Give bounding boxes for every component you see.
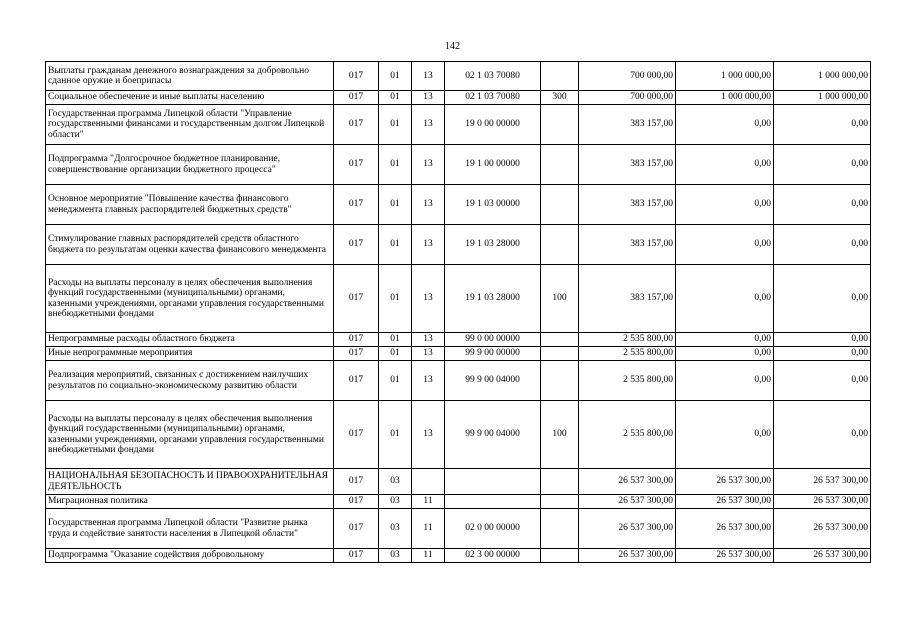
- row-subsection: 13: [412, 225, 445, 265]
- row-ministry-code: 017: [334, 333, 379, 347]
- row-ministry-code: 017: [334, 495, 379, 509]
- row-section: 01: [379, 347, 412, 361]
- row-subsection: 13: [412, 333, 445, 347]
- row-expense-type: [541, 361, 579, 401]
- row-sum-year1: 2 535 800,00: [579, 347, 676, 361]
- row-subsection: 13: [412, 145, 445, 185]
- row-sum-year3: 0,00: [774, 347, 871, 361]
- row-expense-type: [541, 495, 579, 509]
- row-target-article: 99 0 00 00000: [445, 333, 541, 347]
- row-sum-year1: 383 157,00: [579, 145, 676, 185]
- row-section: 03: [379, 469, 412, 495]
- row-target-article: 19 1 03 28000: [445, 265, 541, 333]
- row-expense-type: 100: [541, 401, 579, 469]
- row-section: 01: [379, 333, 412, 347]
- row-sum-year2: 0,00: [676, 347, 774, 361]
- row-ministry-code: 017: [334, 265, 379, 333]
- row-sum-year3: 1 000 000,00: [774, 91, 871, 105]
- row-ministry-code: 017: [334, 347, 379, 361]
- row-subsection: 11: [412, 509, 445, 549]
- budget-table: [45, 61, 871, 563]
- row-section: 01: [379, 62, 412, 91]
- table-row: [46, 509, 871, 549]
- row-sum-year2: 0,00: [676, 401, 774, 469]
- row-name: Государственная программа Липецкой области "Управление государственными финансами и государственным долгом Липецкой области": [46, 105, 334, 145]
- row-name: Выплаты гражданам денежного вознаграждения за добровольно сданное оружие и боеприпасы: [46, 62, 334, 91]
- row-section: 01: [379, 265, 412, 333]
- row-section: 01: [379, 401, 412, 469]
- row-expense-type: [541, 469, 579, 495]
- row-name: Иные непрограммные мероприятия: [46, 347, 334, 361]
- row-name: Реализация мероприятий, связанных с достижением наилучших результатов по социально-экономическому развитию области: [46, 361, 334, 401]
- row-sum-year3: 0,00: [774, 225, 871, 265]
- row-section: 03: [379, 495, 412, 509]
- row-sum-year1: 383 157,00: [579, 225, 676, 265]
- row-ministry-code: 017: [334, 361, 379, 401]
- row-name: Подпрограмма "Оказание содействия добровольному: [46, 549, 334, 563]
- row-name: Основное мероприятие "Повышение качества финансового менеджмента главных распорядителей бюджетных средств": [46, 185, 334, 225]
- row-target-article: [445, 469, 541, 495]
- row-sum-year2: 0,00: [676, 265, 774, 333]
- row-section: 01: [379, 225, 412, 265]
- row-sum-year3: 0,00: [774, 105, 871, 145]
- row-section: 01: [379, 361, 412, 401]
- row-name: НАЦИОНАЛЬНАЯ БЕЗОПАСНОСТЬ И ПРАВООХРАНИТЕЛЬНАЯ ДЕЯТЕЛЬНОСТЬ: [46, 469, 334, 495]
- table-row: [46, 361, 871, 401]
- row-expense-type: [541, 105, 579, 145]
- row-ministry-code: 017: [334, 185, 379, 225]
- row-expense-type: 100: [541, 265, 579, 333]
- row-ministry-code: 017: [334, 509, 379, 549]
- table-row: [46, 347, 871, 361]
- row-section: 01: [379, 105, 412, 145]
- row-sum-year2: 26 537 300,00: [676, 509, 774, 549]
- row-subsection: 13: [412, 105, 445, 145]
- row-subsection: 13: [412, 185, 445, 225]
- row-ministry-code: 017: [334, 469, 379, 495]
- row-sum-year2: 1 000 000,00: [676, 62, 774, 91]
- row-sum-year1: 26 537 300,00: [579, 549, 676, 563]
- row-expense-type: [541, 347, 579, 361]
- row-section: 01: [379, 185, 412, 225]
- row-section: 03: [379, 549, 412, 563]
- table-row: [46, 105, 871, 145]
- row-sum-year1: 26 537 300,00: [579, 495, 676, 509]
- row-section: 01: [379, 145, 412, 185]
- row-section: 03: [379, 509, 412, 549]
- row-sum-year3: 26 537 300,00: [774, 469, 871, 495]
- row-sum-year1: 383 157,00: [579, 185, 676, 225]
- row-expense-type: [541, 509, 579, 549]
- row-name: Подпрограмма "Долгосрочное бюджетное планирование, совершенствование организации бюджетного процесса": [46, 145, 334, 185]
- row-ministry-code: 017: [334, 62, 379, 91]
- row-sum-year2: 0,00: [676, 185, 774, 225]
- row-name: Расходы на выплаты персоналу в целях обеспечения выполнения функций государственными (муниципальными) органами, казенными учреждениями, органами управления государственными внебюджетными фондами: [46, 401, 334, 469]
- row-ministry-code: 017: [334, 91, 379, 105]
- row-subsection: 13: [412, 62, 445, 91]
- row-sum-year3: 26 537 300,00: [774, 509, 871, 549]
- table-row: [46, 145, 871, 185]
- table-row: [46, 549, 871, 563]
- row-ministry-code: 017: [334, 401, 379, 469]
- row-sum-year1: 2 535 800,00: [579, 361, 676, 401]
- row-ministry-code: 017: [334, 145, 379, 185]
- row-target-article: 99 9 00 04000: [445, 401, 541, 469]
- row-subsection: 11: [412, 549, 445, 563]
- row-sum-year1: 26 537 300,00: [579, 469, 676, 495]
- row-sum-year2: 0,00: [676, 105, 774, 145]
- row-sum-year1: 383 157,00: [579, 265, 676, 333]
- row-name: Расходы на выплаты персоналу в целях обеспечения выполнения функций государственными (муниципальными) органами, казенными учреждениями, органами управления государственными внебюджетными фондами: [46, 265, 334, 333]
- row-target-article: 02 3 00 00000: [445, 549, 541, 563]
- row-target-article: 19 1 00 00000: [445, 145, 541, 185]
- row-subsection: 13: [412, 265, 445, 333]
- row-sum-year3: 0,00: [774, 145, 871, 185]
- row-sum-year3: 0,00: [774, 401, 871, 469]
- row-sum-year1: 2 535 800,00: [579, 333, 676, 347]
- table-row: [46, 265, 871, 333]
- row-sum-year3: 1 000 000,00: [774, 62, 871, 91]
- page-number: 142: [445, 41, 460, 52]
- table-row: [46, 469, 871, 495]
- row-sum-year1: 700 000,00: [579, 62, 676, 91]
- row-sum-year3: 26 537 300,00: [774, 549, 871, 563]
- row-sum-year1: 383 157,00: [579, 105, 676, 145]
- row-sum-year3: 0,00: [774, 185, 871, 225]
- table-row: [46, 401, 871, 469]
- row-target-article: 02 0 00 00000: [445, 509, 541, 549]
- table-row: [46, 333, 871, 347]
- row-sum-year3: 0,00: [774, 265, 871, 333]
- row-subsection: 13: [412, 91, 445, 105]
- row-name: Миграционная политика: [46, 495, 334, 509]
- row-name: Государственная программа Липецкой области "Развитие рынка труда и содействие занятости населения в Липецкой области": [46, 509, 334, 549]
- row-sum-year2: 0,00: [676, 145, 774, 185]
- row-section: 01: [379, 91, 412, 105]
- row-sum-year3: 0,00: [774, 333, 871, 347]
- row-sum-year2: 0,00: [676, 361, 774, 401]
- table-row: [46, 495, 871, 509]
- row-target-article: 19 1 03 00000: [445, 185, 541, 225]
- row-sum-year1: 700 000,00: [579, 91, 676, 105]
- row-name: Непрограммные расходы областного бюджета: [46, 333, 334, 347]
- row-target-article: 19 0 00 00000: [445, 105, 541, 145]
- table-row: [46, 62, 871, 91]
- row-expense-type: [541, 225, 579, 265]
- row-sum-year2: 26 537 300,00: [676, 469, 774, 495]
- row-sum-year3: 0,00: [774, 361, 871, 401]
- row-target-article: 02 1 03 70080: [445, 62, 541, 91]
- table-row: [46, 225, 871, 265]
- row-sum-year2: 1 000 000,00: [676, 91, 774, 105]
- row-sum-year2: 26 537 300,00: [676, 549, 774, 563]
- row-name: Стимулирование главных распорядителей средств областного бюджета по результатам оценки качества финансового менеджмента: [46, 225, 334, 265]
- row-sum-year2: 26 537 300,00: [676, 495, 774, 509]
- row-sum-year2: 0,00: [676, 333, 774, 347]
- table-row: [46, 185, 871, 225]
- row-expense-type: [541, 145, 579, 185]
- row-expense-type: 300: [541, 91, 579, 105]
- row-subsection: 13: [412, 347, 445, 361]
- row-target-article: [445, 495, 541, 509]
- row-expense-type: [541, 62, 579, 91]
- row-sum-year1: 26 537 300,00: [579, 509, 676, 549]
- row-sum-year3: 26 537 300,00: [774, 495, 871, 509]
- row-ministry-code: 017: [334, 105, 379, 145]
- row-subsection: 13: [412, 361, 445, 401]
- row-sum-year1: 2 535 800,00: [579, 401, 676, 469]
- row-target-article: 99 9 00 00000: [445, 347, 541, 361]
- row-target-article: 19 1 03 28000: [445, 225, 541, 265]
- row-target-article: 02 1 03 70080: [445, 91, 541, 105]
- row-expense-type: [541, 333, 579, 347]
- row-ministry-code: 017: [334, 549, 379, 563]
- row-name: Социальное обеспечение и иные выплаты населению: [46, 91, 334, 105]
- row-target-article: 99 9 00 04000: [445, 361, 541, 401]
- row-subsection: 11: [412, 495, 445, 509]
- row-expense-type: [541, 185, 579, 225]
- row-sum-year2: 0,00: [676, 225, 774, 265]
- row-expense-type: [541, 549, 579, 563]
- table-row: [46, 91, 871, 105]
- row-ministry-code: 017: [334, 225, 379, 265]
- row-subsection: [412, 469, 445, 495]
- row-subsection: 13: [412, 401, 445, 469]
